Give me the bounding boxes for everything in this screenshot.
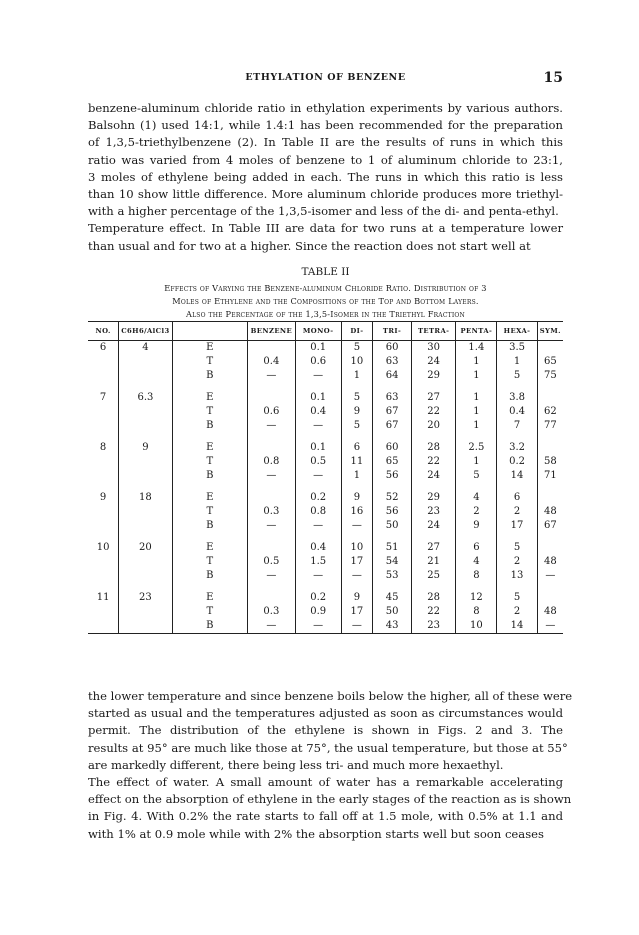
value-cell: 0.8: [248, 455, 296, 469]
value-cell: 21: [411, 555, 455, 569]
value-cell: 24: [411, 469, 455, 483]
value-cell: 12: [456, 583, 497, 605]
value-cell: —: [341, 569, 373, 583]
ratio-cell: 20: [119, 533, 172, 555]
column-header: SYM.: [537, 322, 563, 341]
column-header: TRI-: [373, 322, 412, 341]
table-row: [88, 369, 563, 383]
value-cell: 20: [411, 419, 455, 433]
value-cell: 2: [497, 605, 537, 619]
table-row: [88, 383, 563, 405]
value-cell: 54: [373, 555, 412, 569]
value-cell: 10: [341, 533, 373, 555]
value-cell: [248, 483, 296, 505]
ratio-cell: [119, 419, 172, 433]
bottom-paragraph-line: the lower temperature and since benzene boils below the higher, all of these were: [88, 689, 573, 703]
value-cell: 6: [497, 483, 537, 505]
run-number-cell: [88, 369, 119, 383]
value-cell: 6: [341, 433, 373, 455]
value-cell: 1.5: [295, 555, 341, 569]
top-paragraph-line: ratio was varied from 4 moles of benzene to 1 of aluminum chloride to 23:1,: [88, 152, 563, 167]
top-paragraph-line: than usual and for two at a higher. Since the reaction does not start well at: [88, 238, 531, 253]
value-cell: [537, 341, 563, 356]
value-cell: 1: [497, 355, 537, 369]
value-cell: 51: [373, 533, 412, 555]
value-cell: 17: [497, 519, 537, 533]
table-row: [88, 483, 563, 505]
top-paragraph-line: than 10 show little difference. More aluminum chloride produces more triethyl-: [88, 187, 563, 202]
run-number-cell: [88, 569, 119, 583]
value-cell: 22: [411, 405, 455, 419]
value-cell: 56: [373, 505, 412, 519]
value-cell: 14: [497, 469, 537, 483]
table-row: [88, 355, 563, 369]
value-cell: 16: [341, 505, 373, 519]
value-cell: 0.1: [295, 383, 341, 405]
layer-cell: T: [172, 555, 247, 569]
value-cell: 4: [456, 483, 497, 505]
table-row: [88, 555, 563, 569]
run-number-cell: [88, 619, 119, 634]
run-number-cell: 7: [99, 392, 107, 403]
layer-cell: E: [172, 533, 247, 555]
running-title: ETHYLATION OF BENZENE: [245, 72, 406, 83]
value-cell: 43: [373, 619, 412, 634]
table-row: [88, 583, 563, 605]
value-cell: 56: [373, 469, 412, 483]
value-cell: 50: [373, 605, 412, 619]
ratio-cell: [119, 519, 172, 533]
value-cell: —: [248, 369, 296, 383]
value-cell: 1: [341, 369, 373, 383]
bottom-paragraph-line: The effect of water. A small amount of water has a remarkable accelerating: [88, 775, 563, 790]
bottom-paragraph-line: with 1% at 0.9 mole while with 2% the absorption starts well but soon ceases: [88, 826, 544, 841]
value-cell: 8: [456, 569, 497, 583]
value-cell: 6: [456, 533, 497, 555]
value-cell: —: [537, 569, 563, 583]
value-cell: 65: [373, 455, 412, 469]
layer-cell: T: [172, 405, 247, 419]
value-cell: 0.1: [295, 433, 341, 455]
value-cell: 23: [411, 619, 455, 634]
value-cell: 0.3: [248, 505, 296, 519]
value-cell: 1: [456, 355, 497, 369]
ratio-cell: 23: [119, 583, 172, 605]
value-cell: 0.4: [295, 533, 341, 555]
value-cell: 0.6: [248, 405, 296, 419]
run-number-cell: [88, 455, 119, 469]
top-paragraph-line: with a higher percentage of the 1,3,5-isomer and less of the di- and penta-ethyl.: [88, 204, 559, 219]
value-cell: —: [341, 519, 373, 533]
ratio-cell: [119, 605, 172, 619]
value-cell: 10: [341, 355, 373, 369]
value-cell: 0.5: [248, 555, 296, 569]
layer-cell: B: [172, 569, 247, 583]
value-cell: [248, 533, 296, 555]
value-cell: —: [295, 369, 341, 383]
value-cell: 9: [341, 583, 373, 605]
value-cell: [248, 433, 296, 455]
value-cell: 48: [537, 555, 563, 569]
value-cell: 28: [411, 433, 455, 455]
layer-cell: T: [172, 605, 247, 619]
run-number-cell: [88, 519, 119, 533]
ratio-cell: [119, 555, 172, 569]
value-cell: 65: [537, 355, 563, 369]
value-cell: 22: [411, 605, 455, 619]
bottom-paragraph-line: started as usual and the temperatures adjusted as soon as circumstances would: [88, 706, 563, 721]
table-row: [88, 605, 563, 619]
top-paragraph-line: Balsohn (1) used 14:1, while 1.4:1 has been recommended for the preparation: [88, 118, 563, 133]
run-number-cell: [88, 355, 119, 369]
value-cell: 5: [497, 369, 537, 383]
value-cell: —: [295, 569, 341, 583]
value-cell: 71: [537, 469, 563, 483]
value-cell: 0.1: [295, 341, 341, 356]
table-row: [88, 341, 563, 356]
value-cell: 2: [456, 505, 497, 519]
value-cell: —: [295, 519, 341, 533]
layer-cell: T: [172, 455, 247, 469]
value-cell: 50: [373, 519, 412, 533]
table-row: [88, 519, 563, 533]
bottom-paragraph-line: are markedly different, there being less tri- and much more hexaethyl.: [88, 757, 504, 772]
column-header: HEXA-: [497, 322, 537, 341]
table-row: [88, 455, 563, 469]
value-cell: [537, 533, 563, 555]
layer-cell: B: [172, 419, 247, 433]
value-cell: 0.2: [295, 583, 341, 605]
value-cell: 60: [373, 433, 412, 455]
bottom-paragraph: [88, 688, 573, 843]
value-cell: 5: [341, 341, 373, 356]
table-row: [88, 533, 563, 555]
column-header: C6H6/AlCl3: [119, 322, 172, 341]
value-cell: 1: [456, 383, 497, 405]
table-row: [88, 405, 563, 419]
value-cell: [537, 583, 563, 605]
value-cell: 27: [411, 533, 455, 555]
value-cell: 0.2: [497, 455, 537, 469]
value-cell: 3.8: [497, 383, 537, 405]
value-cell: 2: [497, 555, 537, 569]
column-header: [172, 322, 247, 341]
ratio-cell: [119, 369, 172, 383]
value-cell: 1: [456, 369, 497, 383]
column-header: NO.: [88, 322, 119, 341]
bottom-paragraph-line: permit. The distribution of the ethylene is shown in Figs. 2 and 3. The: [88, 723, 563, 738]
run-number-cell: 9: [99, 492, 107, 503]
value-cell: 9: [456, 519, 497, 533]
value-cell: 0.9: [295, 605, 341, 619]
layer-cell: T: [172, 355, 247, 369]
value-cell: —: [248, 469, 296, 483]
data-table: [88, 321, 563, 634]
table-row: [88, 433, 563, 455]
bottom-paragraph-line: effect on the absorption of ethylene in the early stages of the reaction as is shown: [88, 792, 572, 807]
value-cell: 67: [373, 405, 412, 419]
value-cell: 8: [456, 605, 497, 619]
value-cell: —: [248, 519, 296, 533]
value-cell: —: [248, 619, 296, 634]
value-cell: [248, 583, 296, 605]
value-cell: [537, 483, 563, 505]
column-header: MONO-: [295, 322, 341, 341]
value-cell: 0.5: [295, 455, 341, 469]
value-cell: 1: [456, 419, 497, 433]
layer-cell: B: [172, 519, 247, 533]
value-cell: 45: [373, 583, 412, 605]
value-cell: 29: [411, 369, 455, 383]
value-cell: 0.6: [295, 355, 341, 369]
value-cell: 11: [341, 455, 373, 469]
value-cell: 28: [411, 583, 455, 605]
value-cell: 0.3: [248, 605, 296, 619]
value-cell: 63: [373, 383, 412, 405]
value-cell: —: [295, 469, 341, 483]
value-cell: [248, 341, 296, 356]
value-cell: 75: [537, 369, 563, 383]
value-cell: 64: [373, 369, 412, 383]
table-row: [88, 505, 563, 519]
run-number-cell: 11: [96, 592, 110, 603]
run-number-cell: [88, 419, 119, 433]
layer-cell: E: [172, 583, 247, 605]
value-cell: 0.4: [497, 405, 537, 419]
value-cell: 0.4: [248, 355, 296, 369]
value-cell: 2.5: [456, 433, 497, 455]
value-cell: 77: [537, 419, 563, 433]
value-cell: 10: [456, 619, 497, 634]
value-cell: —: [537, 619, 563, 634]
value-cell: —: [295, 419, 341, 433]
layer-cell: B: [172, 619, 247, 634]
value-cell: 9: [341, 405, 373, 419]
run-number-cell: [88, 555, 119, 569]
top-paragraph-line: of 1,3,5-triethylbenzene (2). In Table II are the results of runs in which this: [88, 135, 563, 150]
run-number-cell: [88, 405, 119, 419]
value-cell: 30: [411, 341, 455, 356]
value-cell: —: [295, 619, 341, 634]
value-cell: 52: [373, 483, 412, 505]
value-cell: 0.4: [295, 405, 341, 419]
page-number: 15: [543, 70, 563, 86]
value-cell: —: [341, 619, 373, 634]
top-paragraph-line: benzene-aluminum chloride ratio in ethylation experiments by various authors.: [88, 101, 563, 115]
value-cell: 0.8: [295, 505, 341, 519]
value-cell: 5: [456, 469, 497, 483]
ratio-cell: [119, 405, 172, 419]
value-cell: —: [248, 419, 296, 433]
value-cell: 48: [537, 505, 563, 519]
run-number-cell: 6: [99, 342, 107, 353]
value-cell: 1.4: [456, 341, 497, 356]
run-number-cell: 10: [96, 542, 110, 553]
value-cell: 17: [341, 555, 373, 569]
top-paragraph-line: 3 moles of ethylene being added in each. The runs in which this ratio is less: [88, 169, 563, 184]
table-title: TABLE II: [301, 266, 350, 278]
ratio-cell: 9: [119, 433, 172, 455]
table-row: [88, 469, 563, 483]
top-paragraph-line: Temperature effect. In Table III are data for two runs at a temperature lower: [88, 221, 563, 236]
table-row: [88, 569, 563, 583]
bottom-paragraph-line: results at 95° are much like those at 75°, the usual temperature, but those at 55°: [88, 740, 568, 755]
value-cell: 23: [411, 505, 455, 519]
value-cell: 62: [537, 405, 563, 419]
value-cell: [248, 383, 296, 405]
layer-cell: B: [172, 369, 247, 383]
value-cell: 13: [497, 569, 537, 583]
table-header-row: [88, 322, 563, 341]
table-row: [88, 619, 563, 634]
ratio-cell: [119, 569, 172, 583]
ratio-cell: 18: [119, 483, 172, 505]
run-number-cell: [88, 469, 119, 483]
value-cell: 1: [341, 469, 373, 483]
value-cell: 17: [341, 605, 373, 619]
value-cell: 14: [497, 619, 537, 634]
value-cell: 2: [497, 505, 537, 519]
ratio-cell: [119, 455, 172, 469]
value-cell: 48: [537, 605, 563, 619]
run-number-cell: [88, 505, 119, 519]
column-header: TETRA-: [411, 322, 455, 341]
layer-cell: E: [172, 383, 247, 405]
value-cell: 1: [456, 405, 497, 419]
value-cell: 5: [341, 383, 373, 405]
value-cell: 63: [373, 355, 412, 369]
value-cell: 29: [411, 483, 455, 505]
column-header: DI-: [341, 322, 373, 341]
value-cell: 53: [373, 569, 412, 583]
value-cell: 58: [537, 455, 563, 469]
value-cell: 3.2: [497, 433, 537, 455]
column-header: BENZENE: [248, 322, 296, 341]
caption-line: Effects of Varying the Benzene-aluminum Chloride Ratio. Distribution of 3: [164, 283, 487, 293]
column-header: PENTA-: [456, 322, 497, 341]
value-cell: 4: [456, 555, 497, 569]
table-caption: [88, 282, 563, 321]
ratio-cell: [119, 619, 172, 634]
value-cell: 24: [411, 355, 455, 369]
value-cell: 3.5: [497, 341, 537, 356]
ratio-cell: [119, 505, 172, 519]
value-cell: 5: [497, 583, 537, 605]
ratio-cell: [119, 355, 172, 369]
run-number-cell: 8: [99, 442, 107, 453]
caption-line: Moles of Ethylene and the Compositions of the Top and Bottom Layers.: [172, 296, 479, 306]
layer-cell: E: [172, 483, 247, 505]
ratio-cell: [119, 469, 172, 483]
value-cell: 24: [411, 519, 455, 533]
value-cell: 5: [341, 419, 373, 433]
ratio-cell: 6.3: [119, 383, 172, 405]
table-row: [88, 419, 563, 433]
top-paragraph: [88, 100, 563, 255]
value-cell: 27: [411, 383, 455, 405]
value-cell: 67: [537, 519, 563, 533]
value-cell: 1: [456, 455, 497, 469]
layer-cell: E: [172, 341, 247, 356]
value-cell: 0.2: [295, 483, 341, 505]
value-cell: 60: [373, 341, 412, 356]
value-cell: 5: [497, 533, 537, 555]
value-cell: 9: [341, 483, 373, 505]
caption-line: Also the Percentage of the 1,3,5-Isomer in the Triethyl Fraction: [186, 309, 465, 319]
layer-cell: B: [172, 469, 247, 483]
value-cell: [537, 383, 563, 405]
value-cell: —: [248, 569, 296, 583]
value-cell: 7: [497, 419, 537, 433]
value-cell: 25: [411, 569, 455, 583]
layer-cell: E: [172, 433, 247, 455]
bottom-paragraph-line: in Fig. 4. With 0.2% the rate starts to fall off at 1.5 mole, with 0.5% at 1.1 and: [88, 809, 563, 824]
value-cell: [537, 433, 563, 455]
layer-cell: T: [172, 505, 247, 519]
value-cell: 22: [411, 455, 455, 469]
ratio-cell: 4: [119, 341, 172, 356]
value-cell: 67: [373, 419, 412, 433]
run-number-cell: [88, 605, 119, 619]
